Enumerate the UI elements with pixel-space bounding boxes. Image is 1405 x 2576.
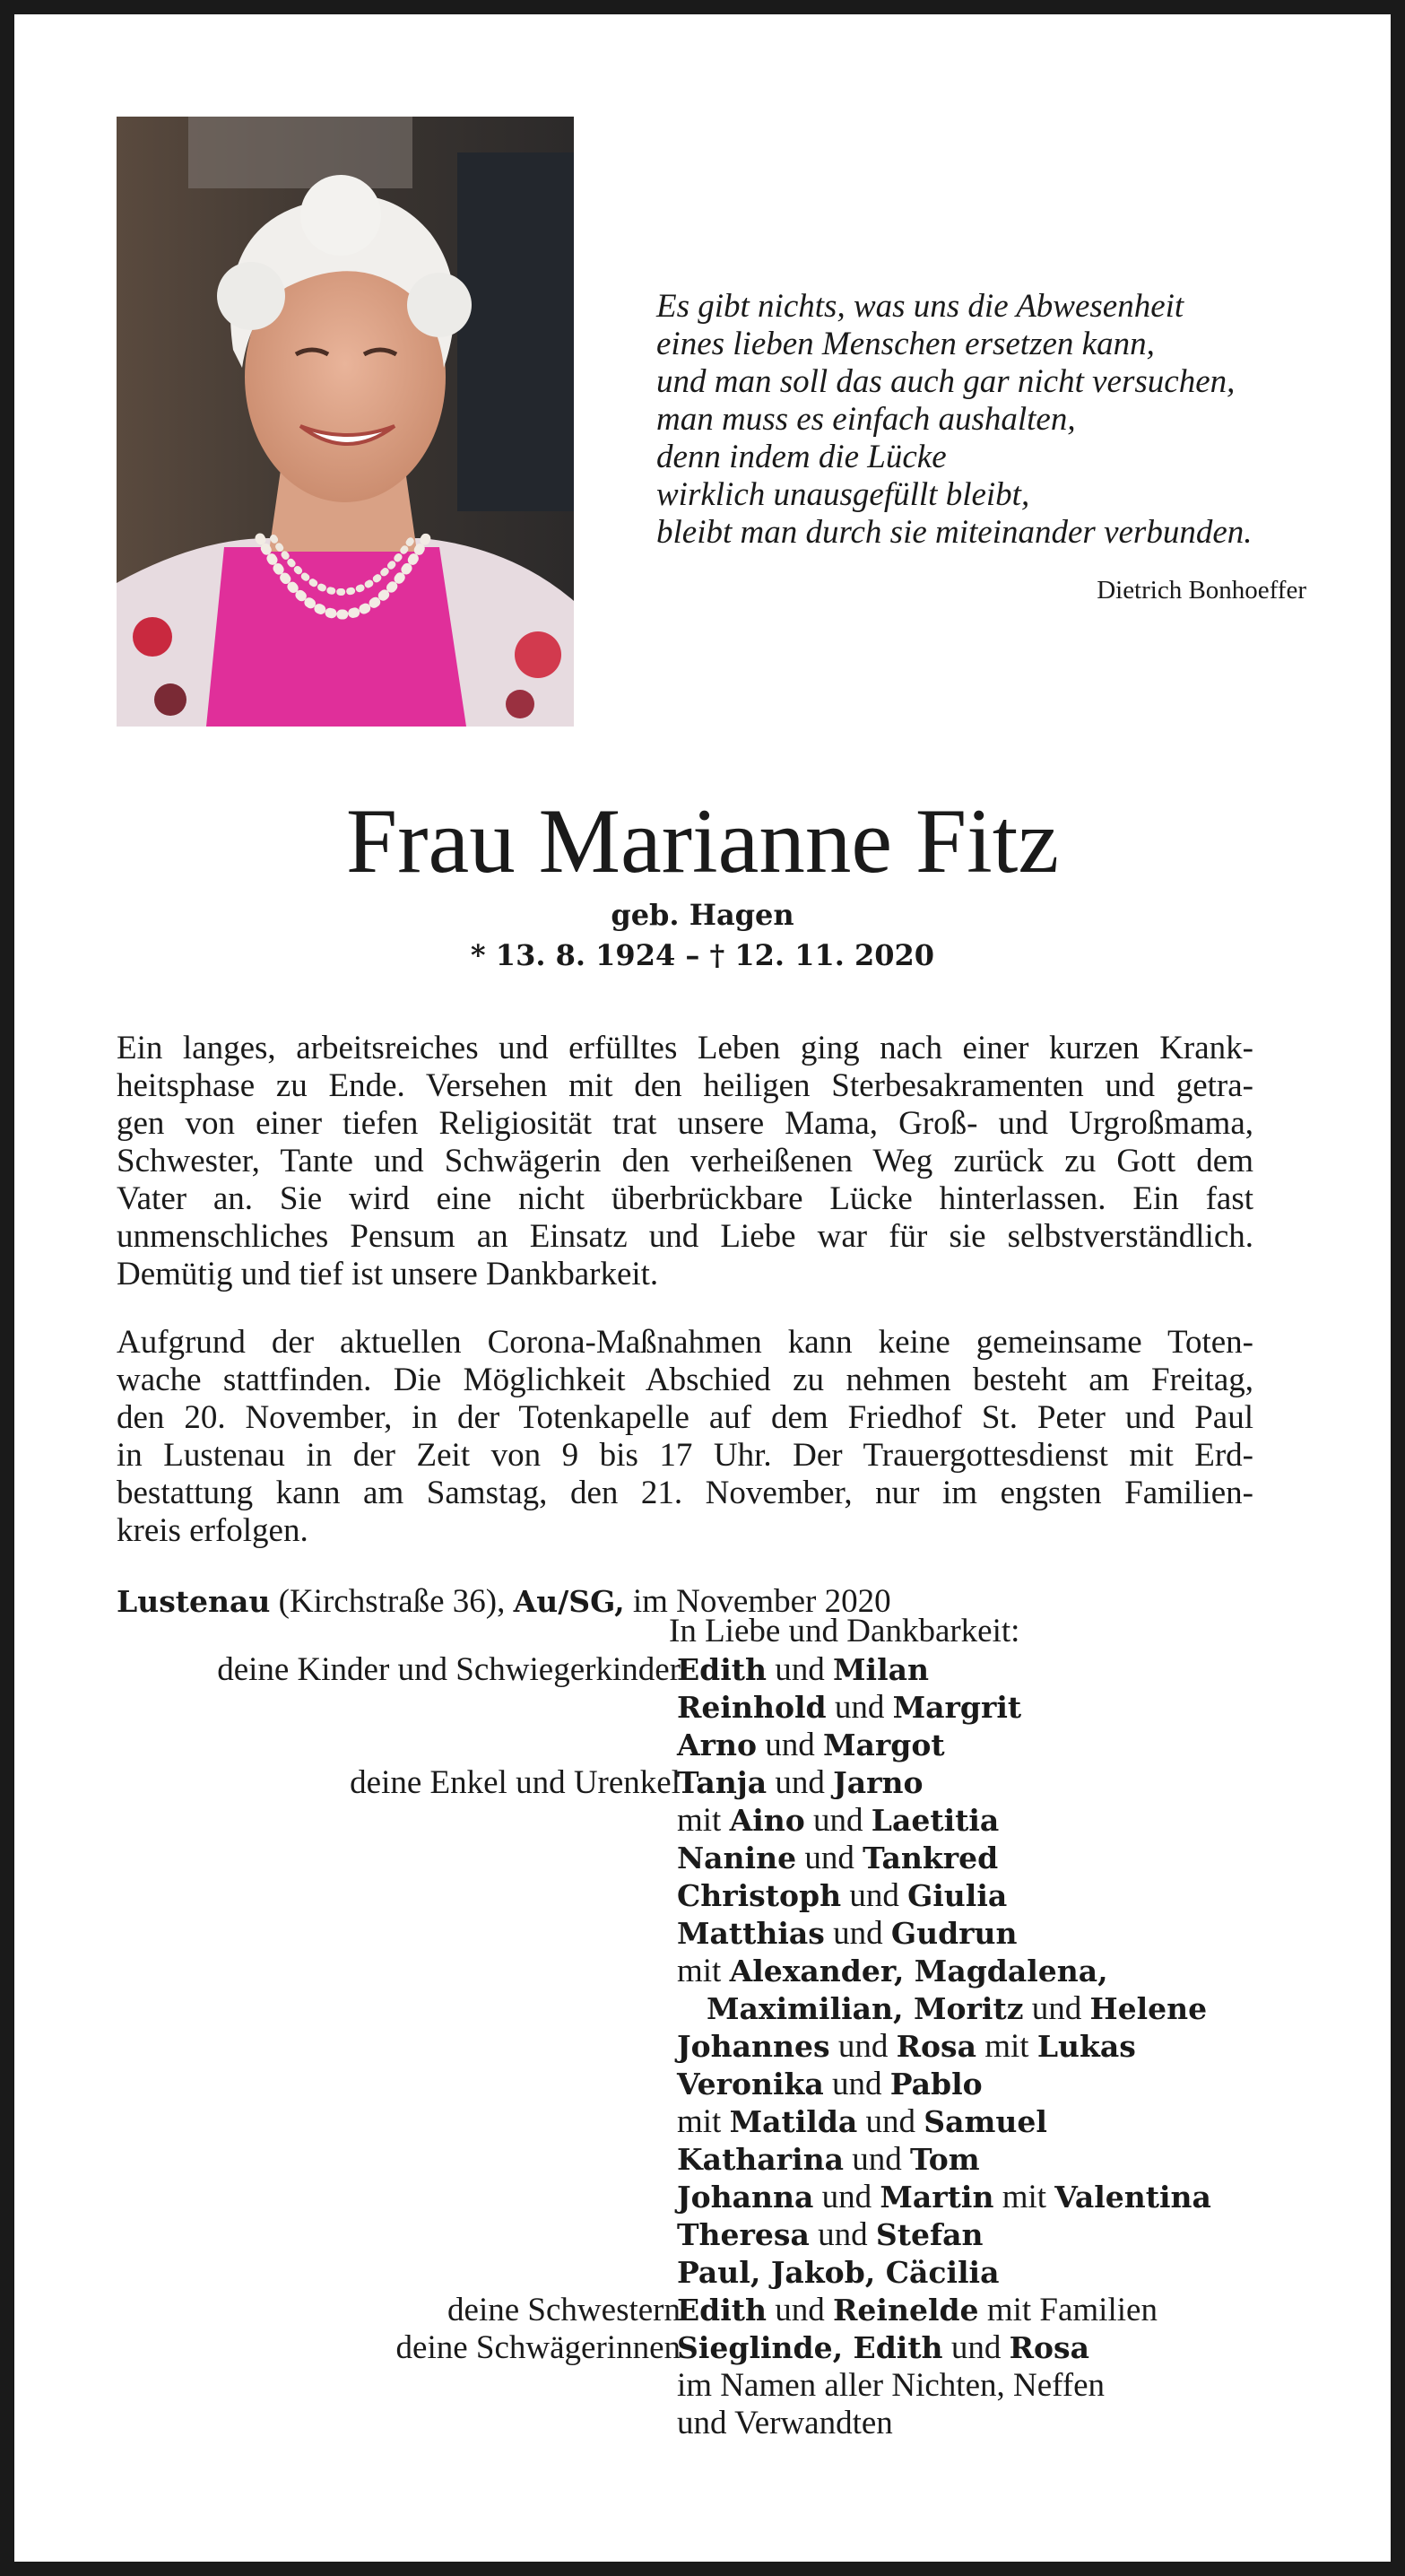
mourner-names: Tanja und Jarno — [677, 1764, 924, 1801]
text-line: unmenschliches Pensum an Einsatz und Liebe war für sie selbstverständlich. — [117, 1218, 1253, 1255]
date: im November 2020 — [632, 1583, 891, 1620]
text-line: Vater an. Sie wird eine nicht überbrückbare Lücke hinterlassen. Ein fast — [117, 1180, 1253, 1217]
paragraph-funeral — [117, 1324, 1253, 1550]
quote-line: denn indem die Lücke — [656, 439, 947, 475]
mourner-names: mit Alexander, Magdalena, — [677, 1953, 1108, 1989]
mourner-names: Arno und Margot — [677, 1727, 945, 1763]
mourner-row — [14, 2366, 1391, 2404]
mourner-row — [14, 1839, 1391, 1876]
in-liebe-heading: In Liebe und Dankbarkeit: — [669, 1613, 1020, 1649]
text-line: bestattung kann am Samstag, den 21. November, nur im engsten Familien- — [117, 1475, 1253, 1511]
mourner-row — [14, 2328, 1391, 2366]
mourner-names: und Verwandten — [677, 2405, 893, 2441]
quote-line: man muss es einfach aushalten, — [656, 401, 1076, 438]
mourners-list — [14, 1650, 1391, 2441]
mourner-row — [14, 1989, 1391, 2027]
birth-name: geb. Hagen — [611, 898, 794, 932]
mourner-names: Veronika und Pablo — [677, 2066, 983, 2102]
mourner-names: Christoph und Giulia — [677, 1877, 1008, 1914]
mourner-row — [14, 2253, 1391, 2291]
mourner-row — [14, 2291, 1391, 2328]
mourner-row — [14, 2140, 1391, 2178]
mourner-row — [14, 2102, 1391, 2140]
mourner-row — [14, 1876, 1391, 1914]
mourner-row — [14, 2065, 1391, 2102]
mourner-row — [14, 1801, 1391, 1839]
mourner-row — [14, 2215, 1391, 2253]
text-line: gen von einer tiefen Religiosität trat unsere Mama, Groß- und Urgroßmama, — [117, 1105, 1253, 1142]
mourner-names: Edith und Reinelde mit Familien — [677, 2292, 1158, 2328]
text-line: heitsphase zu Ende. Versehen mit den heiligen Sterbesakramenten und getra- — [117, 1067, 1253, 1104]
mourner-row — [14, 2404, 1391, 2441]
mourner-row — [14, 1914, 1391, 1952]
mourner-relation: deine Schwestern — [447, 2292, 681, 2328]
text-line: den 20. November, in der Totenkapelle auf dem Friedhof St. Peter und Paul — [117, 1399, 1253, 1436]
place-au: Au/SG, — [513, 1584, 625, 1619]
mourner-names: Theresa und Stefan — [677, 2216, 984, 2253]
text-line: in Lustenau in der Zeit von 9 bis 17 Uhr. Der Trauergottesdienst mit Erd- — [117, 1437, 1253, 1474]
mourner-row — [14, 1688, 1391, 1726]
text-line: kreis erfolgen. — [117, 1512, 308, 1549]
portrait-illustration — [117, 117, 574, 727]
mourner-names: im Namen aller Nichten, Neffen — [677, 2367, 1106, 2404]
text-line: Schwester, Tante und Schwägerin den verheißenen Weg zurück zu Gott dem — [117, 1143, 1253, 1179]
mourner-row — [14, 1726, 1391, 1763]
bonhoeffer-quote — [656, 288, 1347, 552]
address: (Kirchstraße 36), — [278, 1583, 506, 1620]
text-line: Ein langes, arbeitsreiches und erfülltes Leben ging nach einer kurzen Krank- — [117, 1030, 1253, 1066]
quote-line: Es gibt nichts, was uns die Abwesenheit — [656, 288, 1184, 325]
obituary-page — [14, 14, 1391, 2562]
quote-line: wirklich unausgefüllt bleibt, — [656, 476, 1030, 513]
mourner-names: Katharina und Tom — [677, 2141, 980, 2178]
portrait-photo — [117, 117, 574, 727]
quote-line: eines lieben Menschen ersetzen kann, — [656, 326, 1155, 362]
mourner-row — [14, 1650, 1391, 1688]
quote-author: Dietrich Bonhoeffer — [1097, 576, 1306, 605]
mourner-row — [14, 1952, 1391, 1989]
text-line: Demütig und tief ist unsere Dankbarkeit. — [117, 1256, 659, 1292]
deceased-name: Frau Marianne Fitz — [345, 790, 1060, 892]
mourner-names: Matthias und Gudrun — [677, 1915, 1018, 1952]
mourner-relation: deine Enkel und Urenkel — [350, 1764, 681, 1801]
mourner-names: mit Matilda und Samuel — [677, 2103, 1047, 2140]
mourner-relation: deine Schwägerinnen — [395, 2329, 681, 2366]
mourner-row — [14, 1763, 1391, 1801]
text-line: wache stattfinden. Die Möglichkeit Abschied zu nehmen besteht am Freitag, — [117, 1362, 1253, 1398]
mourner-names: Edith und Milan — [677, 1651, 929, 1688]
mourner-names: mit Aino und Laetitia — [677, 1802, 1000, 1839]
mourner-relation: deine Kinder und Schwiegerkinder — [217, 1651, 681, 1688]
mourner-row — [14, 2178, 1391, 2215]
mourner-names: Johanna und Martin mit Valentina — [677, 2179, 1211, 2215]
mourner-row — [14, 2027, 1391, 2065]
life-dates: * 13. 8. 1924 – † 12. 11. 2020 — [470, 938, 935, 972]
paragraph-life — [117, 1030, 1253, 1293]
mourner-names: Sieglinde, Edith und Rosa — [677, 2329, 1089, 2366]
mourner-names: Johannes und Rosa mit Lukas — [677, 2028, 1136, 2065]
text-line: Aufgrund der aktuellen Corona-Maßnahmen kann keine gemeinsame Toten- — [117, 1324, 1253, 1361]
mourner-names: Reinhold und Margrit — [677, 1689, 1022, 1726]
mourner-names: Nanine und Tankred — [677, 1840, 999, 1876]
quote-line: und man soll das auch gar nicht versuchen, — [656, 363, 1236, 400]
mourner-names: Paul, Jakob, Cäcilia — [677, 2255, 1000, 2290]
quote-line: bleibt man durch sie miteinander verbunden. — [656, 514, 1253, 551]
mourner-names: Maximilian, Moritz und Helene — [707, 1990, 1208, 2027]
place-lustenau: Lustenau — [117, 1584, 271, 1619]
